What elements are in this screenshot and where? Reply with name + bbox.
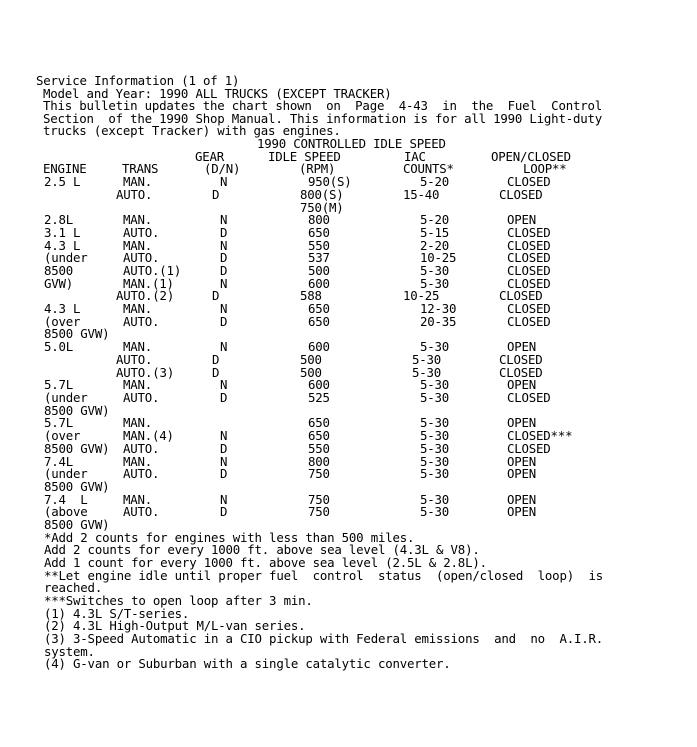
cell-trans: MAN. bbox=[123, 339, 153, 354]
cell-trans: AUTO. bbox=[123, 225, 160, 240]
cell-idle: 550 bbox=[308, 238, 330, 253]
cell-gear: N bbox=[220, 454, 228, 469]
cell-idle: 950(S) bbox=[308, 174, 352, 189]
cell-engine: 8500 GVW) bbox=[44, 517, 110, 532]
cell-idle: 800 bbox=[308, 454, 330, 469]
cell-gear: D bbox=[212, 288, 220, 303]
cell-gear: D bbox=[220, 250, 228, 265]
cell-idle: 588 bbox=[300, 288, 322, 303]
cell-gear: N bbox=[220, 174, 228, 189]
cell-gear: D bbox=[220, 504, 228, 519]
cell-iac: 20-35 bbox=[420, 314, 457, 329]
cell-gear: D bbox=[220, 466, 228, 481]
header-trans: TRANS bbox=[122, 161, 159, 176]
cell-iac: 5-30 bbox=[420, 504, 450, 519]
cell-idle: 650 bbox=[308, 415, 330, 430]
cell-idle: 600 bbox=[308, 339, 330, 354]
cell-loop: CLOSED bbox=[499, 187, 543, 202]
cell-loop: CLOSED bbox=[507, 263, 551, 278]
cell-trans: AUTO. bbox=[123, 504, 160, 519]
cell-trans: MAN. bbox=[123, 238, 153, 253]
footnote-line: Add 2 counts for every 1000 ft. above sea level (4.3L & V8). bbox=[44, 542, 480, 557]
cell-engine: 4.3 L bbox=[44, 301, 81, 316]
cell-idle: 750(M) bbox=[300, 200, 344, 215]
cell-idle: 550 bbox=[308, 441, 330, 456]
cell-iac: 5-15 bbox=[420, 225, 450, 240]
cell-engine: 8500 GVW) bbox=[44, 441, 110, 456]
bulletin-title: Service Information (1 of 1) bbox=[36, 73, 240, 88]
cell-gear: D bbox=[220, 314, 228, 329]
cell-idle: 600 bbox=[308, 276, 330, 291]
cell-iac: 5-30 bbox=[420, 428, 450, 443]
cell-iac: 5-30 bbox=[420, 441, 450, 456]
intro-line: This bulletin updates the chart shown on Page 4-43 in the Fuel Control bbox=[43, 98, 603, 113]
cell-loop: OPEN bbox=[507, 212, 537, 227]
cell-engine: (over bbox=[44, 314, 81, 329]
cell-idle: 800(S) bbox=[300, 187, 344, 202]
footnote-line: (4) G-van or Suburban with a single catalytic converter. bbox=[44, 656, 451, 671]
header-iac: IAC bbox=[404, 149, 426, 164]
cell-trans: MAN.(4) bbox=[123, 428, 174, 443]
header-engine: ENGINE bbox=[43, 161, 87, 176]
cell-loop: CLOSED bbox=[499, 288, 543, 303]
cell-iac: 5-30 bbox=[420, 415, 450, 430]
cell-loop: CLOSED bbox=[499, 365, 543, 380]
cell-idle: 650 bbox=[308, 225, 330, 240]
cell-loop: OPEN bbox=[507, 339, 537, 354]
cell-iac: 5-30 bbox=[420, 492, 450, 507]
cell-engine: (above bbox=[44, 504, 88, 519]
cell-gear: D bbox=[212, 365, 220, 380]
header-idle-speed: IDLE SPEED bbox=[268, 149, 341, 164]
header-rpm: (RPM) bbox=[299, 161, 336, 176]
cell-idle: 750 bbox=[308, 504, 330, 519]
cell-gear: N bbox=[220, 301, 228, 316]
cell-engine: 7.4 L bbox=[44, 492, 88, 507]
cell-iac: 5-20 bbox=[420, 174, 450, 189]
footnote-line: (1) 4.3L S/T-series. bbox=[44, 606, 190, 621]
cell-engine: 4.3 L bbox=[44, 238, 81, 253]
cell-iac: 5-30 bbox=[420, 390, 450, 405]
header-open-closed: OPEN/CLOSED bbox=[491, 149, 571, 164]
cell-loop: CLOSED bbox=[507, 225, 551, 240]
header-loop: LOOP** bbox=[523, 161, 567, 176]
cell-idle: 650 bbox=[308, 314, 330, 329]
cell-trans: AUTO. bbox=[123, 466, 160, 481]
cell-engine: 8500 GVW) bbox=[44, 326, 110, 341]
cell-iac: 10-25 bbox=[420, 250, 457, 265]
cell-loop: CLOSED bbox=[507, 276, 551, 291]
intro-line: Section of the 1990 Shop Manual. This information is for all 1990 Light-duty bbox=[43, 111, 603, 126]
cell-engine: 8500 bbox=[44, 263, 74, 278]
cell-gear: D bbox=[220, 225, 228, 240]
cell-gear: N bbox=[220, 428, 228, 443]
cell-loop: CLOSED bbox=[507, 390, 551, 405]
cell-trans: AUTO. bbox=[123, 441, 160, 456]
cell-gear: D bbox=[212, 187, 220, 202]
cell-engine: 7.4L bbox=[44, 454, 74, 469]
footnote-line: Add 1 count for every 1000 ft. above sea level (2.5L & 2.8L). bbox=[44, 555, 487, 570]
cell-engine: 5.7L bbox=[44, 377, 74, 392]
cell-engine: 8500 GVW) bbox=[44, 403, 110, 418]
cell-trans: MAN. bbox=[123, 454, 153, 469]
header-gear: GEAR bbox=[195, 149, 225, 164]
cell-idle: 750 bbox=[308, 466, 330, 481]
cell-gear: D bbox=[220, 441, 228, 456]
cell-loop: CLOSED bbox=[507, 441, 551, 456]
cell-loop: OPEN bbox=[507, 454, 537, 469]
cell-idle: 750 bbox=[308, 492, 330, 507]
cell-gear: N bbox=[220, 276, 228, 291]
cell-trans: MAN. bbox=[123, 301, 153, 316]
cell-loop: OPEN bbox=[507, 377, 537, 392]
cell-engine: (under bbox=[44, 250, 88, 265]
cell-trans: AUTO.(2) bbox=[116, 288, 175, 303]
cell-iac: 5-30 bbox=[420, 339, 450, 354]
cell-loop: CLOSED*** bbox=[507, 428, 573, 443]
cell-loop: OPEN bbox=[507, 415, 537, 430]
cell-gear: N bbox=[220, 212, 228, 227]
intro-line: trucks (except Tracker) with gas engines. bbox=[43, 123, 341, 138]
cell-trans: AUTO. bbox=[123, 250, 160, 265]
cell-trans: AUTO.(3) bbox=[116, 365, 175, 380]
cell-engine: 5.0L bbox=[44, 339, 74, 354]
table-title: 1990 CONTROLLED IDLE SPEED bbox=[257, 136, 446, 151]
cell-engine: (under bbox=[44, 390, 88, 405]
cell-loop: OPEN bbox=[507, 492, 537, 507]
cell-iac: 10-25 bbox=[403, 288, 440, 303]
cell-iac: 12-30 bbox=[420, 301, 457, 316]
cell-loop: CLOSED bbox=[507, 314, 551, 329]
cell-idle: 600 bbox=[308, 377, 330, 392]
header-gear-sub: (D/N) bbox=[204, 161, 241, 176]
footnote-line: reached. bbox=[44, 580, 103, 595]
cell-trans: AUTO. bbox=[123, 314, 160, 329]
cell-iac: 5-30 bbox=[412, 352, 442, 367]
cell-gear: N bbox=[220, 377, 228, 392]
cell-idle: 500 bbox=[300, 352, 322, 367]
cell-engine: (under bbox=[44, 466, 88, 481]
cell-engine: 2.5 L bbox=[44, 174, 81, 189]
cell-engine: 5.7L bbox=[44, 415, 74, 430]
cell-iac: 5-30 bbox=[420, 377, 450, 392]
cell-engine: 8500 GVW) bbox=[44, 479, 110, 494]
cell-engine: 3.1 L bbox=[44, 225, 81, 240]
cell-idle: 500 bbox=[308, 263, 330, 278]
cell-loop: CLOSED bbox=[507, 238, 551, 253]
cell-loop: OPEN bbox=[507, 466, 537, 481]
cell-trans: MAN. bbox=[123, 377, 153, 392]
cell-gear: D bbox=[212, 352, 220, 367]
cell-iac: 2-20 bbox=[420, 238, 450, 253]
header-counts: COUNTS* bbox=[403, 161, 454, 176]
cell-trans: MAN. bbox=[123, 415, 153, 430]
cell-idle: 800 bbox=[308, 212, 330, 227]
cell-loop: CLOSED bbox=[507, 174, 551, 189]
cell-gear: D bbox=[220, 263, 228, 278]
cell-gear: N bbox=[220, 339, 228, 354]
cell-iac: 5-30 bbox=[412, 365, 442, 380]
cell-iac: 5-30 bbox=[420, 263, 450, 278]
cell-gear: D bbox=[220, 390, 228, 405]
cell-gear: N bbox=[220, 492, 228, 507]
cell-engine: (over bbox=[44, 428, 81, 443]
cell-engine: 2.8L bbox=[44, 212, 74, 227]
cell-iac: 15-40 bbox=[403, 187, 440, 202]
footnote-line: (2) 4.3L High-Output M/L-van series. bbox=[44, 618, 306, 633]
cell-iac: 5-30 bbox=[420, 466, 450, 481]
cell-idle: 500 bbox=[300, 365, 322, 380]
footnote-line: (3) 3-Speed Automatic in a CIO pickup with Federal emissions and no A.I.R. bbox=[44, 631, 604, 646]
cell-trans: AUTO. bbox=[116, 352, 153, 367]
footnote-line: ***Switches to open loop after 3 min. bbox=[44, 593, 313, 608]
cell-loop: CLOSED bbox=[507, 250, 551, 265]
footnote-line: **Let engine idle until proper fuel control status (open/closed loop) is bbox=[44, 568, 604, 583]
cell-iac: 5-20 bbox=[420, 212, 450, 227]
cell-idle: 650 bbox=[308, 428, 330, 443]
cell-iac: 5-30 bbox=[420, 454, 450, 469]
cell-iac: 5-30 bbox=[420, 276, 450, 291]
cell-gear: N bbox=[220, 238, 228, 253]
cell-trans: MAN. bbox=[123, 212, 153, 227]
footnote-line: system. bbox=[44, 644, 95, 659]
cell-loop: CLOSED bbox=[499, 352, 543, 367]
footnote-line: *Add 2 counts for engines with less than 500 miles. bbox=[44, 530, 415, 545]
model-year: Model and Year: 1990 ALL TRUCKS (EXCEPT TRACKER) bbox=[43, 86, 392, 101]
cell-trans: AUTO. bbox=[123, 390, 160, 405]
cell-loop: CLOSED bbox=[507, 301, 551, 316]
cell-idle: 537 bbox=[308, 250, 330, 265]
cell-idle: 650 bbox=[308, 301, 330, 316]
cell-trans: MAN.(1) bbox=[123, 276, 174, 291]
cell-trans: MAN. bbox=[123, 174, 153, 189]
cell-trans: AUTO. bbox=[116, 187, 153, 202]
cell-trans: AUTO.(1) bbox=[123, 263, 182, 278]
cell-loop: OPEN bbox=[507, 504, 537, 519]
cell-trans: MAN. bbox=[123, 492, 153, 507]
cell-engine: GVW) bbox=[44, 276, 74, 291]
cell-idle: 525 bbox=[308, 390, 330, 405]
